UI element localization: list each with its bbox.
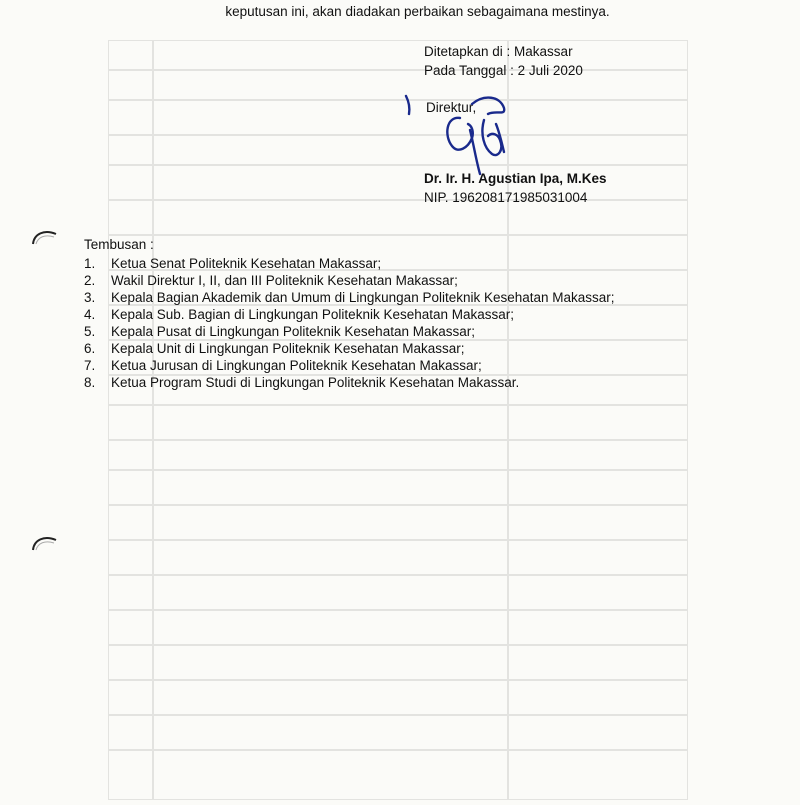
list-item-number: 4. bbox=[84, 307, 96, 322]
date-label: Pada Tanggal : 2 Juli 2020 bbox=[424, 63, 583, 78]
list-item-number: 5. bbox=[84, 324, 96, 339]
show-through-table bbox=[108, 40, 688, 800]
list-item-number: 8. bbox=[84, 375, 96, 390]
signatory-name: Dr. Ir. H. Agustian Ipa, M.Kes bbox=[424, 171, 607, 186]
list-item bbox=[84, 272, 774, 289]
list-item-text: Ketua Senat Politeknik Kesehatan Makassar; bbox=[111, 256, 382, 271]
list-item bbox=[84, 306, 774, 323]
list-item bbox=[84, 374, 774, 391]
list-item-text: Wakil Direktur I, II, dan III Politeknik Kesehatan Makassar; bbox=[111, 273, 458, 288]
list-item-text: Kepala Sub. Bagian di Lingkungan Politeknik Kesehatan Makassar; bbox=[111, 307, 515, 322]
list-item-text: Kepala Pusat di Lingkungan Politeknik Kesehatan Makassar; bbox=[111, 324, 475, 339]
tembusan-section bbox=[84, 236, 774, 391]
list-item-text: Kepala Unit di Lingkungan Politeknik Kesehatan Makassar; bbox=[111, 341, 465, 356]
punch-hole-icon bbox=[30, 226, 60, 248]
signature-block bbox=[424, 42, 784, 205]
list-item bbox=[84, 323, 774, 340]
list-item-number: 1. bbox=[84, 256, 96, 271]
list-item-text: Kepala Bagian Akademik dan Umum di Lingkungan Politeknik Kesehatan Makassar; bbox=[111, 290, 615, 305]
list-item-text: Ketua Program Studi di Lingkungan Politeknik Kesehatan Makassar. bbox=[111, 375, 520, 390]
place-label: Ditetapkan di : Makassar bbox=[424, 44, 573, 59]
list-item bbox=[84, 340, 774, 357]
director-title: Direktur, bbox=[426, 100, 477, 115]
list-item-number: 3. bbox=[84, 290, 96, 305]
closing-sentence: keputusan ini, akan diadakan perbaikan sebagaimana mestinya. bbox=[225, 4, 610, 19]
list-item bbox=[84, 255, 774, 272]
tembusan-heading: Tembusan : bbox=[84, 237, 154, 252]
list-item-text: Ketua Jurusan di Lingkungan Politeknik Kesehatan Makassar; bbox=[111, 358, 482, 373]
list-item bbox=[84, 357, 774, 374]
list-item-number: 7. bbox=[84, 358, 96, 373]
list-item-number: 2. bbox=[84, 273, 96, 288]
punch-hole-icon bbox=[30, 532, 60, 554]
list-item-number: 6. bbox=[84, 341, 96, 356]
signatory-nip: NIP. 196208171985031004 bbox=[424, 190, 588, 205]
tembusan-list bbox=[84, 255, 774, 391]
handwritten-signature bbox=[400, 90, 530, 180]
list-item bbox=[84, 289, 774, 306]
